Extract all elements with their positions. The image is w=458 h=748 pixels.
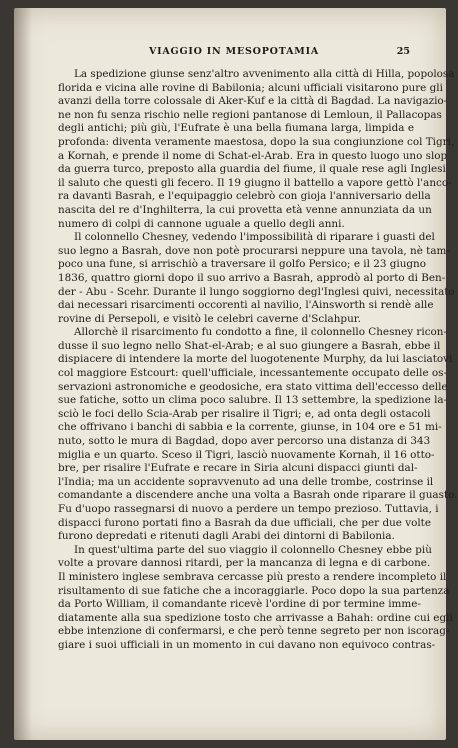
- text-line: furono depredati e ritenuti dagli Arabi dei dintorni di Babilonia.: [58, 530, 395, 543]
- text-line: ebbe intenzione di confermarsi, e che però tenne segreto per non iscorag-: [58, 625, 450, 638]
- text-line: dai necessari risarcimenti occorenti al navilio, l'Ainsworth si rendè alle: [58, 299, 434, 312]
- text-line: La spedizione giunse senz'altro avvenimento alla città di Hilla, popolosa: [74, 68, 455, 80]
- text-line: a Kornah, e prende il nome di Schat-el-Arab. Era in questo luogo uno slop: [58, 149, 448, 162]
- text-line: rovine di Persepoli, e visitò le celebri caverne d'Sclahpur.: [58, 312, 361, 325]
- text-line: profonda: diventa veramente maestosa, dopo la sua congiunzione col Tigri,: [58, 135, 455, 148]
- text-line: ne non fu senza rischio nelle regioni pantanose di Lemloun, il Pallacopas: [58, 108, 442, 121]
- text-line: avanzi della torre colossale di Aker-Kuf e la città di Bagdad. La navigazio-: [58, 95, 448, 108]
- page-gutter-shadow: [14, 8, 32, 740]
- text-line: numero di colpi di cannone uguale a quello degli anni.: [58, 217, 345, 230]
- text-line: Il colonnello Chesney, vedendo l'impossibilità di riparare i guasti del: [74, 231, 435, 244]
- text-line: col maggiore Estcourt: quell'ufficiale, incessantemente occupato delle os-: [58, 367, 448, 380]
- text-line: Fu d'uopo rassegnarsi di nuovo a perdere un tempo prezioso. Tuttavia, i: [58, 503, 439, 515]
- text-line: risultamento di sue fatiche che a incoraggiarle. Poco dopo la sua partenza: [58, 584, 450, 597]
- text-line: 1836, quattro giorni dopo il suo arrivo a Basrah, approdò al porto di Ben-: [58, 271, 446, 284]
- text-line: da Porto William, il comandante ricevè l'ordine di por termine imme-: [58, 598, 421, 611]
- paragraph: [58, 326, 458, 544]
- text-line: servazioni astronomiche e geodosiche, era stato vittima dell'eccesso delle: [58, 380, 448, 393]
- text-line: sciò le foci dello Scia-Arab per risalire il Tigri; e, ad onta degli ostacoli: [58, 407, 431, 420]
- running-title: VIAGGIO IN MESOPOTAMIA: [148, 46, 320, 57]
- text-line: florida e vicina alle rovine di Babilonia; alcuni ufficiali visitarono pure gli: [58, 81, 443, 94]
- body-text: [58, 68, 458, 653]
- text-line: dispacci furono portati fino a Basrah da due ufficiali, che per due volte: [58, 516, 432, 529]
- paragraph: [58, 543, 453, 653]
- text-line: comandante a discendere anche una volta a Basrah onde riparare il guasto.: [58, 489, 458, 502]
- text-line: il saluto che questi gli fecero. Il 19 giugno il battello a vapore gettò l'anco-: [58, 176, 452, 189]
- text-line: ra davanti Basrah, e l'equipaggio celebrò con gioja l'anniversario della: [58, 190, 431, 203]
- text-line: da guerra turco, preposto alla guardia del fiume, il quale rese agli Inglesi: [58, 163, 446, 176]
- paragraph: [58, 68, 455, 231]
- text-line: Allorchè il risarcimento fu condotto a fine, il colonnello Chesney ricon-: [74, 326, 447, 339]
- text-line: nascita del re d'Inghilterra, la cui provetta età venne annunziata da un: [58, 203, 432, 216]
- text-line: In quest'ultima parte del suo viaggio il colonnello Chesney ebbe più: [74, 543, 432, 556]
- text-line: volte a provare dannosi ritardi, per la mancanza di legna e di carbone.: [58, 557, 431, 570]
- text-line: dusse il suo legno nello Shat-el-Arab; e al suo giungere a Basrah, ebbe il: [58, 339, 441, 352]
- text-line: suo legno a Basrah, dove non potè procurarsi neppure una tavola, nè tam-: [58, 244, 450, 257]
- paragraph: [58, 231, 455, 326]
- text-line: sue fatiche, sotto un clima poco salubre. Il 13 settembre, la spedizione la-: [58, 394, 448, 407]
- text-line: Il ministero inglese sembrava cercasse più presto a rendere incompleto il: [58, 570, 447, 583]
- page-number: 25: [396, 46, 410, 57]
- text-line: bre, per risalire l'Eufrate e recare in Siria alcuni dispacci giunti dal-: [58, 462, 418, 475]
- book-page: [14, 8, 458, 740]
- text-line: poco una fune, si arrischiò a traversare il golfo Persico; e il 23 giugno: [58, 258, 427, 271]
- text-line: l'India; ma un accidente sopravvenuto ad una delle trombe, costrinse il: [58, 475, 434, 488]
- text-line: der - Abu - Scehr. Durante il lungo soggiorno degl'Inglesi quivi, necessitato: [58, 285, 455, 298]
- text-line: diatamente alla sua spedizione tosto che arrivasse a Bahah: ordine cui egli: [58, 611, 453, 624]
- text-line: miglia e un quarto. Sceso il Tigri, lasciò nuovamente Kornah, il 16 otto-: [58, 448, 435, 461]
- text-line: degli antichi; più giù, l'Eufrate è una bella fiumana larga, limpida e: [58, 122, 414, 135]
- text-line: dispiacere di intendere la morte del luogotenente Murphy, da lui lasciatovi: [58, 353, 453, 366]
- text-line: nuto, sotto le mura di Bagdad, dopo aver percorso una distanza di 343: [58, 435, 431, 448]
- text-line: che offrivano i banchi di sabbia e la corrente, giunse, in 104 ore e 51 mi-: [58, 421, 442, 434]
- text-line: giare i suoi ufficiali in un momento in cui davano non equivoco contras-: [58, 638, 436, 651]
